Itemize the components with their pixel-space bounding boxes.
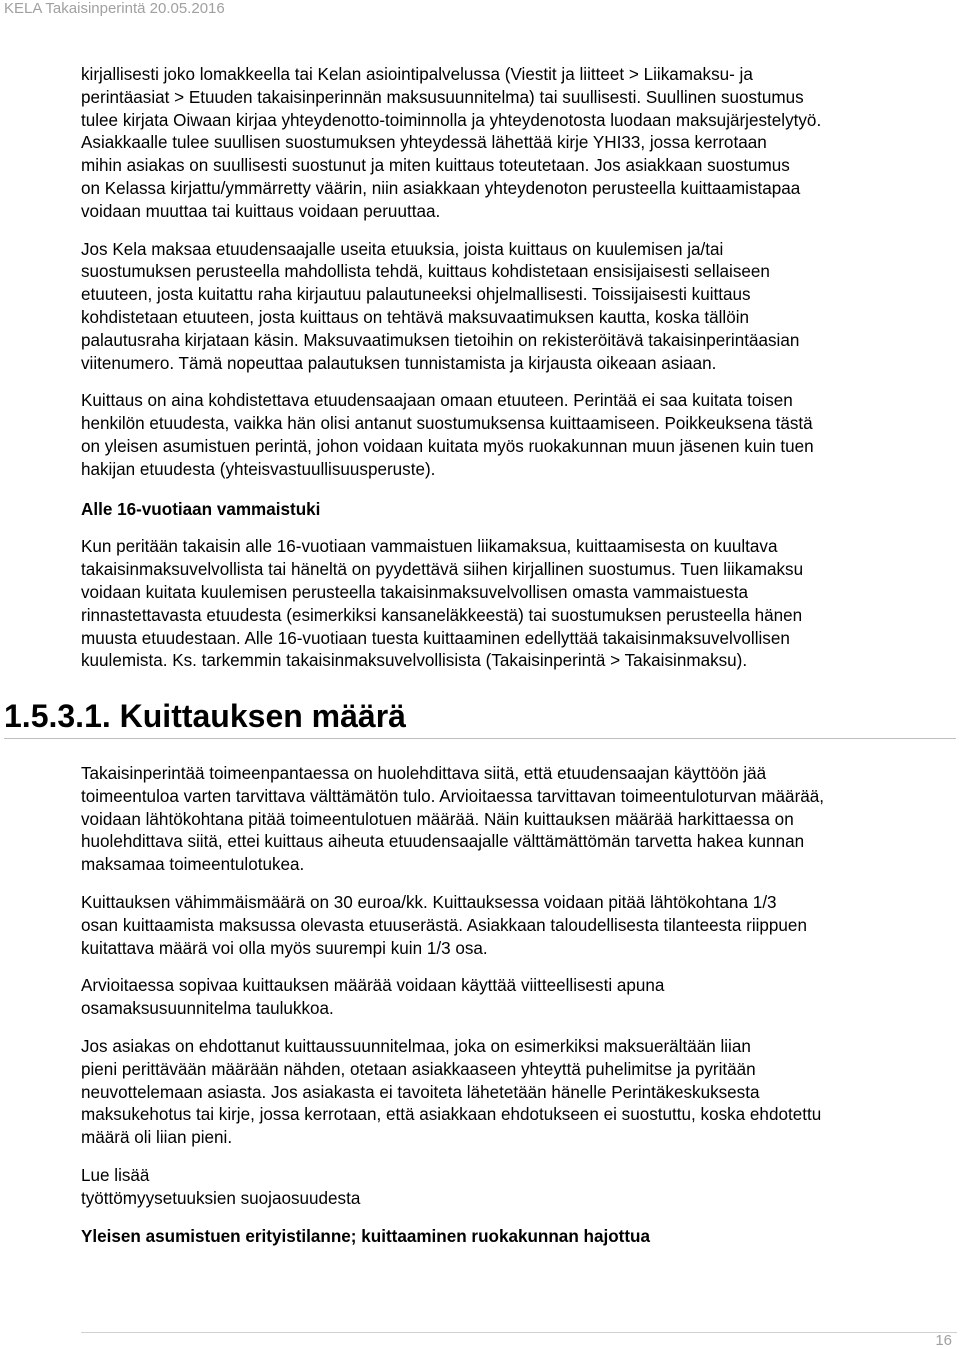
page-number: 16 xyxy=(935,1332,952,1349)
document-header: KELA Takaisinperintä 20.05.2016 xyxy=(4,0,225,17)
subheading-vammaistuki: Alle 16-vuotiaan vammaistuki xyxy=(81,499,321,519)
paragraph-1: kirjallisesti joko lomakkeella tai Kelan asiointipalvelussa (Viestit ja liitteet > Liikamaksu- ja perintäasiat > Etuuden takaisinperinnän maksusuunnitelma) tai suullisesti. Suullinen suostumus tulee kirjata Oiwaan kirjaa yhteydenotto-toiminnolla ja yhteydenotosta luodaan maksujärjestelytyö. Asiakkaalle tulee suullisen suostumuksen yhteydessä lähettää kirje YHI33, jossa kerrotaan mihin asiakas on suullisesti suostunut ja miten kuittaus toteutetaan. Jos asiakkaan suostumus on Kelassa kirjattu/ymmärretty väärin, niin asiakkaan yhteydenoton perusteella kuittaamistapaa voidaan muuttaa tai kuittaus voidaan peruuttaa. xyxy=(81,65,822,221)
paragraph-toimeentulo: Takaisinperintää toimeenpantaessa on huolehdittava siitä, että etuudensaajan käyttöön jää toimeentuloa varten tarvittava välttämätön tulo. Arvioitaessa tarvittavan toimeentuloturvan määrää, voidaan lähtökohtana pitää toimeentulotuen määrää. Näin kuittauksen määrää harkittaessa on huolehdittava siitä, ettei kuittaus aiheuta etuudensaajalle välttämättömän tarvetta hakea kunnan maksamaa toimeentulotukea. xyxy=(81,764,825,875)
read-more[interactable] xyxy=(81,1165,947,1211)
read-more-label: Lue lisää xyxy=(81,1165,150,1185)
footer-divider xyxy=(81,1332,957,1333)
paragraph-arvioitaessa: Arvioitaessa sopivaa kuittauksen määrää voidaan käyttää viitteellisesti apuna osamaksusuunnitelma taulukkoa. xyxy=(81,976,665,1019)
paragraph-vammaistuki: Kun peritään takaisin alle 16-vuotiaan vammaistuen liikamaksua, kuittaamisesta on kuultava takaisinmaksuvelvollista tai häneltä on pyydettävä siihen kirjallinen suostumus. Tuen liikamaksu voidaan kuitata kuulemisen perusteella takaisinmaksuvelvollisen omasta vammaistuesta rinnastettavasta etuudesta (esimerkiksi kansaneläkkeestä) tai suostumuksen perusteella hänen muusta etuudestaan. Alle 16-vuotiaan tuesta kuittaaminen edellyttää takaisinmaksuvelvollisen kuulemista. Ks. tarkemmin takaisinmaksuvelvollisista (Takaisinperintä > Takaisinmaksu). xyxy=(81,537,804,671)
paragraph-kuittaussuunnitelma: Jos asiakas on ehdottanut kuittaussuunnitelmaa, joka on esimerkiksi maksuerältään liian pieni perittävään määrään nähden, otetaan asiakkaaseen yhteyttä puhelimitse ja pyritään neuvottelemaan asiasta. Jos asiakasta ei tavoiteta lähetetään hänelle Perintäkeskuksesta maksukehotus tai kirje, jossa kerrotaan, että asiakkaan ehdotukseen ei suostuttu, koska ehdotettu määrä oli liian pieni. xyxy=(81,1036,822,1148)
paragraph-vahimmaismaara: Kuittauksen vähimmäismäärä on 30 euroa/kk. Kuittauksessa voidaan pitää lähtökohtana 1/3 osan kuittaamista maksussa olevasta etuuserästä. Asiakkaan taloudellisesta tilanteesta riippuen kuitattava määrä voi olla myös suurempi kuin 1/3 osa. xyxy=(81,892,807,958)
subheading-asumistuki: Yleisen asumistuen erityistilanne; kuittaaminen ruokakunnan hajottua xyxy=(81,1226,650,1246)
section-heading: 1.5.3.1. Kuittauksen määrä xyxy=(4,694,956,739)
paragraph-2: Jos Kela maksaa etuudensaajalle useita etuuksia, joista kuittaus on kuulemisen ja/tai suostumuksen perusteella mahdollista tehdä, kuittaus kohdistetaan ensisijaisesti sellaiseen etuuteen, josta kuitattu raha kirjautuu palautuneeksi ohjelmallisesti. Toissijaisesti kuittaus kohdistetaan etuuteen, josta kuittaus on tehtävä maksuvaatimuksen kautta, koska tällöin palautusraha kirjataan käsin. Maksuvaatimuksen tietoihin on rekisteröitävä takaisinperintäasian viitenumero. Tämä nopeuttaa palautuksen tunnistamista ja kirjausta oikeaan asiaan. xyxy=(81,239,800,373)
paragraph-3: Kuittaus on aina kohdistettava etuudensaajaan omaan etuuteen. Perintää ei saa kuitata toisen henkilön etuudesta, vaikka hän olisi antanut suostumuksensa kuittaamiseen. Poikkeuksena tästä on yleisen asumistuen perintä, johon voidaan kuitata myös ruokakunnan muun jäsenen kuin tuen hakijan etuudesta (yhteisvastuullisuusperuste). xyxy=(81,391,814,479)
read-more-link[interactable]: työttömyysetuuksien suojaosuudesta xyxy=(81,1188,361,1208)
main-content-bottom xyxy=(81,763,947,1248)
main-content-top xyxy=(81,64,947,673)
